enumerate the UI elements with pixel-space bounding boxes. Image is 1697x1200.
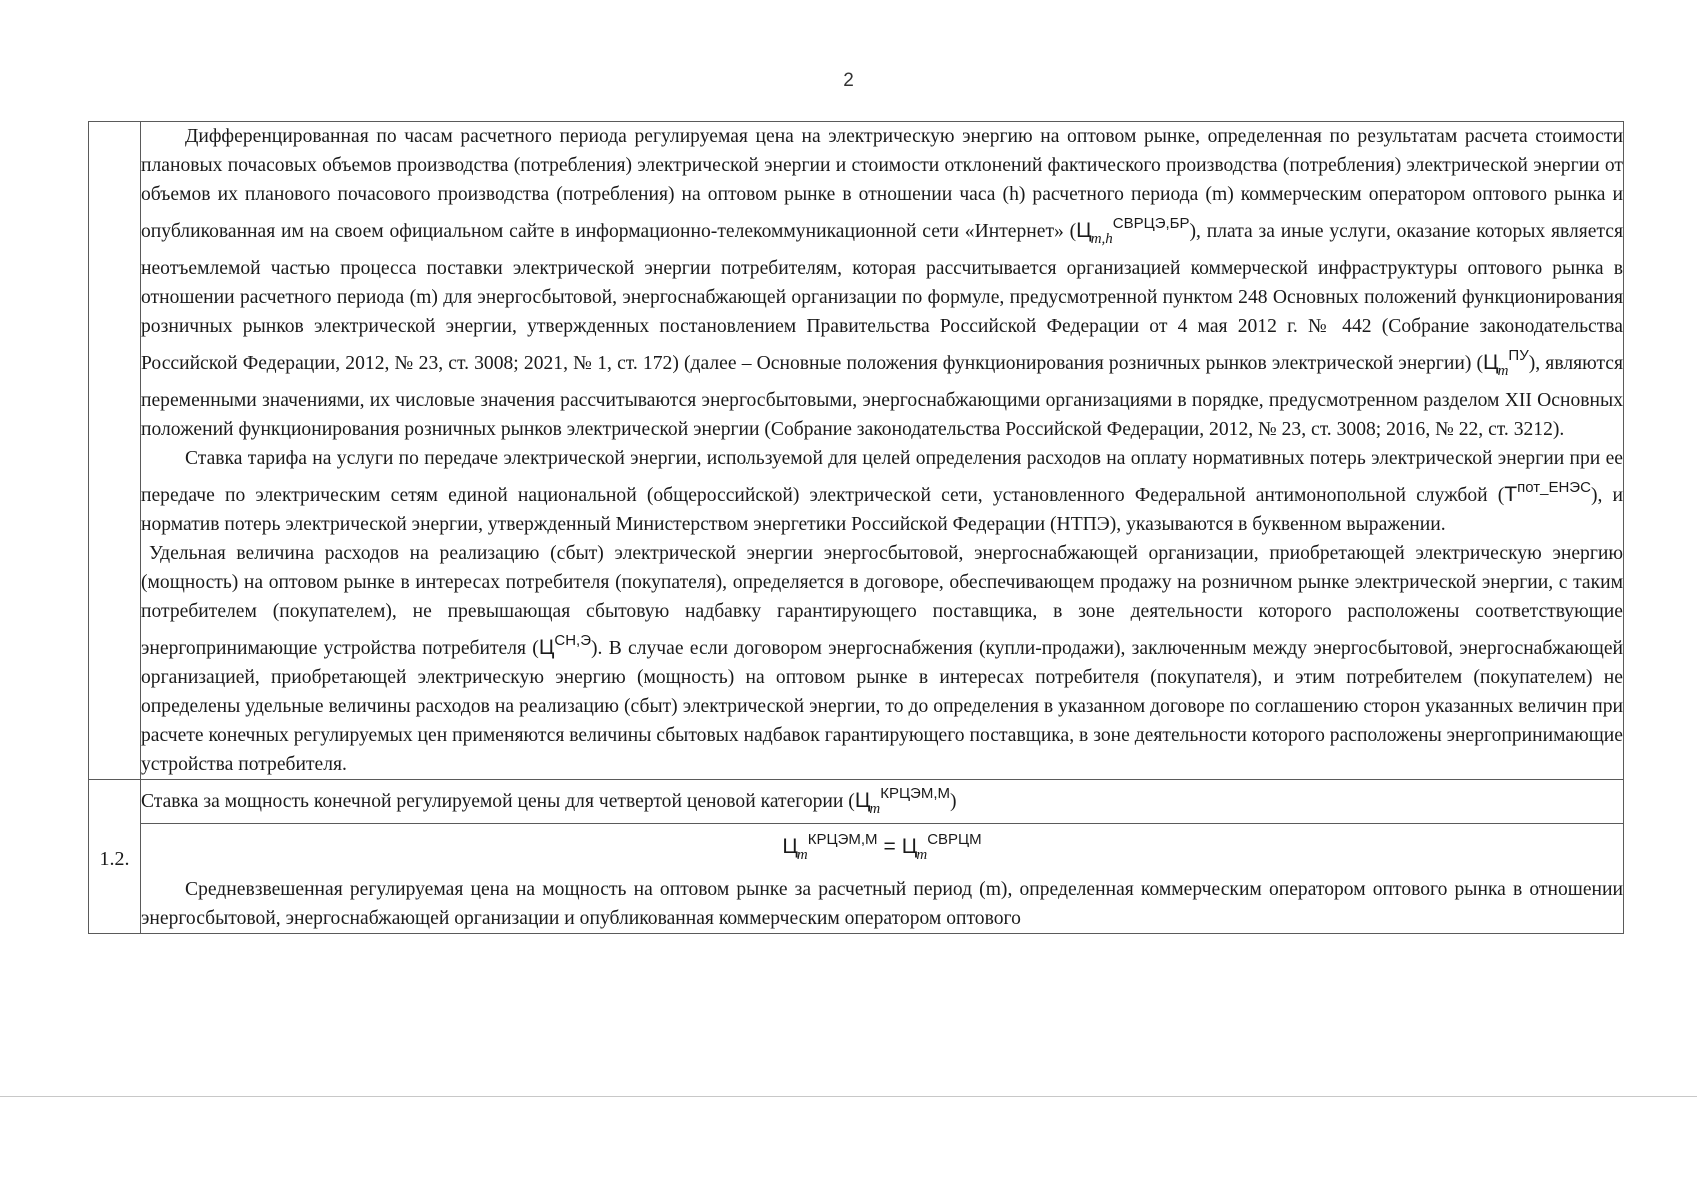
table-row-1-2-title bbox=[89, 780, 1624, 824]
page-number: 2 bbox=[843, 70, 854, 91]
symbol-price-sn-e bbox=[538, 632, 591, 659]
paragraph-text: ), являются переменными значениями, их числовые значения рассчитываются энергосбытовыми, энергоснабжающими организациями в порядке, предусмотренном разделом XII Основных положений функционирования розничных рынков электрической энергии (Собрание законодательства Российской Федерации, 2012, № 23, ст. 3008; 2016, № 22, ст. 3212). bbox=[141, 353, 1623, 440]
formula-equation bbox=[141, 824, 1623, 871]
paragraph-wholesale-price bbox=[141, 122, 1623, 444]
paragraph-sales-expenses bbox=[141, 539, 1623, 779]
row-title-1-2 bbox=[141, 780, 1624, 824]
symbol-superscript: пот_ЕНЭС bbox=[1517, 479, 1591, 496]
tariff-table bbox=[88, 121, 1624, 934]
symbol-base: Ц bbox=[1076, 219, 1092, 242]
formula-cell bbox=[141, 824, 1624, 934]
paragraph-text: ). В случае если договором энергоснабжения (купли-продажи), заключенным между энергосбытовой, энергоснабжающей организацией, приобретающей электрическую энергию (мощность) на оптовом рынке в интересах потребителя (покупателя), и этим потребителем (покупателем) не определены удельные величины расходов на реализацию (сбыт) электрической энергии, то до определения в указанном договоре по соглашению сторон указанных величин при расчете конечных регулируемых цен применяются величины сбытовых надбавок гарантирующего поставщика, в зоне деятельности которого расположены энергопринимающие устройства потребителя. bbox=[141, 638, 1623, 775]
symbol-base: Т bbox=[1504, 483, 1518, 506]
symbol-superscript: КРЦЭМ,М bbox=[880, 785, 950, 802]
symbol-subscript: m bbox=[916, 847, 928, 863]
symbol-price-pu bbox=[1483, 347, 1529, 379]
symbol-base: Ц bbox=[901, 835, 918, 858]
formula-rhs bbox=[901, 831, 982, 863]
symbol-base: Ц bbox=[538, 636, 555, 659]
symbol-tariff-pot-enes bbox=[1504, 479, 1591, 506]
symbol-superscript: СВРЦМ bbox=[927, 831, 982, 848]
row-title-close: ) bbox=[949, 791, 957, 812]
row-number-1-2: 1.2. bbox=[89, 780, 141, 934]
paragraph-text: Дифференцированная по часам расчетного периода регулируемая цена на электрическую энергию на оптовом рынке, определенная по результатам расчета стоимости плановых почасовых объемов производства (потребления) электрической энергии и стоимости отклонений фактического производства (потребления) электрической энергии от объемов их планового почасового производства (потребления) на оптовом рынке в отношении часа (h) расчетного периода (m) коммерческим оператором оптового рынка и опубликованная им на своем официальном сайте в информационно-телекоммуникационной сети «Интернет» ( bbox=[141, 126, 1623, 242]
symbol-subscript: m bbox=[869, 801, 881, 817]
symbol-superscript: КРЦЭМ,М bbox=[807, 831, 878, 848]
paragraph-text: Удельная величина расходов на реализацию (сбыт) электрической энергии энергосбытовой, энергоснабжающей организации, приобретающей электрическую энергию (мощность) на оптовом рынке в интересах потребителя (покупателя), определяется в договоре, обеспечивающем продажу на розничном рынке электрической энергии, с таким потребителем (покупателем), не превышающая сбытовую надбавку гарантирующего поставщика, в зоне деятельности которого расположены соответствующие энергопринимающие устройства потребителя ( bbox=[141, 543, 1623, 659]
symbol-price-krcem-m bbox=[854, 785, 950, 817]
symbol-subscript: m,h bbox=[1090, 231, 1113, 247]
formula-equals: = bbox=[883, 835, 896, 858]
table-row-continuation bbox=[89, 122, 1624, 780]
table-row-1-2-formula bbox=[89, 824, 1624, 934]
paragraph-text: Ставка тарифа на услуги по передаче электрической энергии, используемой для целей определения расходов на оплату нормативных потерь электрической энергии при ее передаче по электрическим сетям единой национальной (общероссийской) электрической сети, установленного Федеральной антимонопольной службой ( bbox=[141, 448, 1623, 506]
row-title-text: Ставка за мощность конечной регулируемой цены для четвертой ценовой категории ( bbox=[141, 791, 855, 812]
paragraph-transmission-rate bbox=[141, 444, 1623, 539]
symbol-superscript: СВРЦЭ,БР bbox=[1112, 215, 1190, 232]
symbol-price-svrce-br bbox=[1076, 215, 1190, 247]
symbol-base: Ц bbox=[782, 835, 798, 858]
symbol-superscript: ПУ bbox=[1508, 347, 1529, 364]
symbol-base: Ц bbox=[854, 789, 871, 812]
symbol-subscript: m bbox=[796, 847, 808, 863]
symbol-base: Ц bbox=[1483, 351, 1499, 374]
formula-lhs bbox=[782, 831, 878, 863]
page-bottom-edge bbox=[0, 1096, 1697, 1097]
paragraph-text: ), плата за иные услуги, оказание которых является неотъемлемой частью процесса поставки электрической энергии потребителям, которая рассчитывается организацией коммерческой инфраструктуры оптового рынка в отношении расчетного периода (m) для энергосбытовой, энергоснабжающей организации по формуле, предусмотренной пунктом 248 Основных положений функционирования розничных рынков электрической энергии, утвержденных постановлением Правительства Российской Федерации от 4 мая 2012 г. № 442 (Собрание законодательства Российской Федерации, 2012, № 23, ст. 3008; 2021, № 1, ст. 172) (далее – Основные положения функционирования розничных рынков электрической энергии) ( bbox=[141, 221, 1623, 374]
symbol-subscript: m bbox=[1497, 363, 1509, 379]
row-content-cell bbox=[141, 122, 1624, 780]
symbol-superscript: СН,Э bbox=[554, 632, 591, 649]
row-number-cell-empty bbox=[89, 122, 141, 780]
paragraph-capacity-price: Средневзвешенная регулируемая цена на мощность на оптовом рынке за расчетный период (m), определенная коммерческим оператором оптового рынка в отношении энергосбытовой, энергоснабжающей организации и опубликованная коммерческим оператором оптового bbox=[141, 879, 1623, 929]
paragraph-text: ), и норматив потерь электрической энергии, утвержденный Министерством энергетики Российской Федерации (НТПЭ), указываются в буквенном выражении. bbox=[141, 485, 1623, 535]
